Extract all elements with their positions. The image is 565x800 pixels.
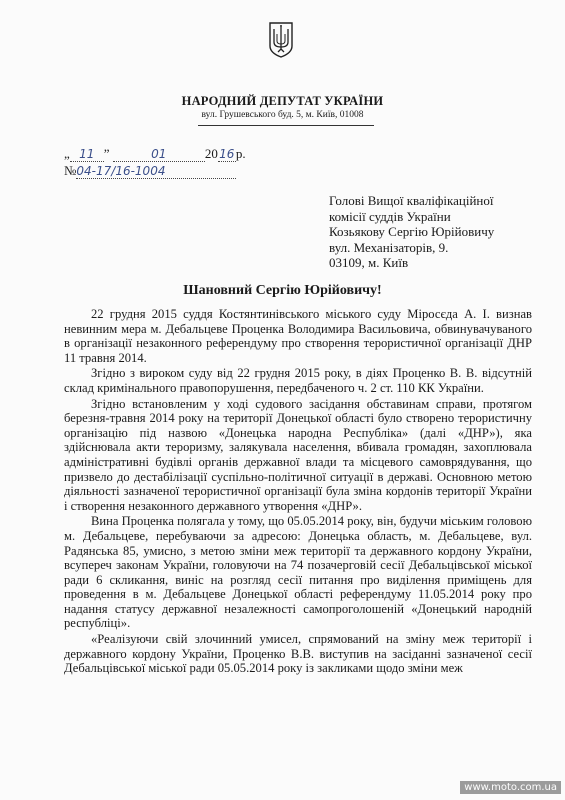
registration-date	[64, 146, 246, 162]
salutation: Шановний Сергію Юрійовичу!	[183, 283, 382, 298]
date-quote-close: ”	[103, 146, 110, 161]
addressee-line: комісії суддів України	[329, 208, 451, 224]
handwritten-month: 01	[113, 147, 205, 162]
addressee-line: Козьякову Сергію Юрійовичу	[329, 224, 495, 240]
addressee-line: вул. Механізаторів, 9.	[329, 239, 449, 255]
year-prefix: 20	[204, 146, 218, 161]
date-quote-open: „	[64, 146, 70, 161]
deputy-address: вул. Грушевського буд. 5, м. Київ, 01008	[201, 110, 364, 120]
date-suffix: р.	[235, 146, 246, 161]
body-paragraph: Згідно встановленим у ході судового засідання обставинам справи, протягом березня-травня 2014 року на території Донецької області було створено терористичну організацію під назвою «Донецька народна Республіка» (далі «ДНР»), яка здійснювала акти тероризму, залякувала населення, вбивала громадян, захоплювала адміністративні будівлі органів державної влади та місцевого самоврядування, що призвело до дестабілізації суспільно-політичної ситуації в державі. Основною метою діяльності зазначеної терористичної організації була зміна кордонів території України і створення незаконного державного утворення «ДНР».	[64, 396, 532, 513]
letter-body	[64, 307, 532, 677]
watermark-url: www.moto.com.ua	[460, 781, 561, 794]
number-label: №	[64, 163, 77, 178]
handwritten-number: 04-17/16-1004	[76, 164, 236, 179]
addressee-line: Голові Вищої кваліфікаційної	[329, 193, 494, 208]
addressee-block	[329, 193, 494, 271]
registration-number	[64, 163, 236, 179]
body-paragraph: «Реалізуючи свій злочинний умисел, спрямований на зміну меж території і державного кордону України, Проценко В.В. виступив на засіданні зазначеної сесії Дебальцівської міської ради 05.05.2014 року із закликами щодо зміни меж	[64, 632, 532, 676]
handwritten-year: 16	[219, 147, 235, 161]
addressee-line: 03109, м. Київ	[329, 255, 409, 271]
handwritten-day: 11	[70, 147, 104, 162]
body-paragraph: Вина Проценка полягала у тому, що 05.05.2014 року, він, будучи міським головою м. Дебальцеве, перебуваючи за адресою: Донецька область, м. Дебальцеве, вул. Радянська 85, умисно, з метою зміни меж території та державного кордону України, всупереч законам України, головуючи на 74 позачерговій сесії Дебальцівської міської ради 6 скликання, виніс на розгляд сесії питання про виділення приміщень для проведення в м. Дебальцеве Донецької області референдуму 11.05.2014 року про надання статусу державної незалежності самопроголошеній «Донецький народній республіці».	[64, 514, 532, 631]
body-paragraph: 22 грудня 2015 суддя Костянтинівського міського суду Міросєда А. І. визнав невинним мера м. Дебальцеве Проценка Володимира Васильовича, обвинувачуваного в організації незаконного референдуму про створення терористичної організації ДНР 11 травня 2014.	[64, 307, 532, 365]
header-divider	[198, 125, 374, 126]
trident-coat-of-arms-icon	[269, 22, 293, 58]
deputy-title: НАРОДНИЙ ДЕПУТАТ УКРАЇНИ	[181, 94, 384, 108]
body-paragraph: Згідно з вироком суду від 22 грудня 2015 року, в діях Проценко В. В. відсутній склад кримінального правопорушення, передбаченого ч. 2 ст. 110 КК України.	[64, 366, 532, 395]
